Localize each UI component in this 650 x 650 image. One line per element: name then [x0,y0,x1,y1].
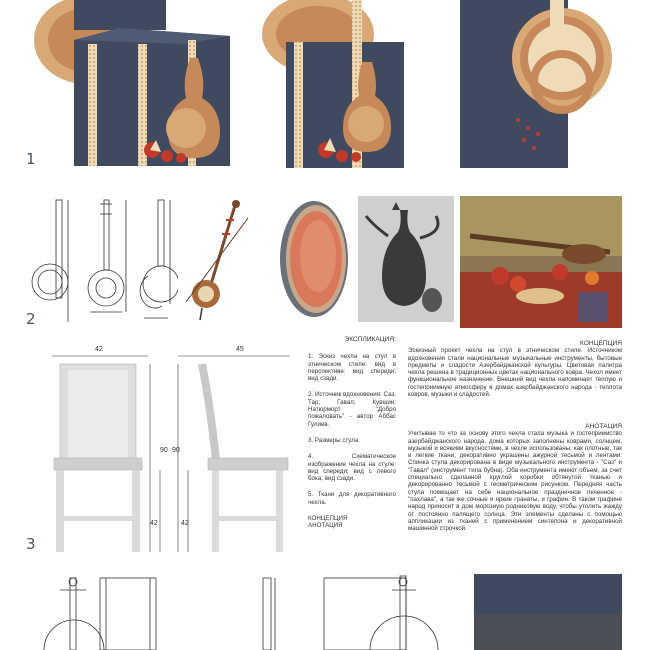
explication-footer-annotation: АНОТАЦИЯ [308,522,343,530]
dim-width-side: 45 [236,346,244,353]
annotation-block [408,423,622,532]
explication-item: 4. Схематическое изображение чехла на стуле: вид спереди; вид с левого бока; вид сзади. [308,453,396,483]
explication-item: 5. Ткани для декоративного чехла. [308,491,396,506]
fabric-swatch-dark [474,614,622,650]
explication-item: 1. Эскиз чехла на стул в этническом стиле: вид в перспективе: вид спереди; вид сзади. [308,353,396,383]
instrument-technical-drawings [28,194,178,329]
fabric-swatches [474,574,622,650]
explication-footer-concept: КОНЦЕПЦИЯ [308,515,348,523]
dim-width-front: 42 [95,346,103,353]
concept-title: КОНЦЕПЦИЯ [579,340,622,347]
explication-item: 2. Источник вдохновения: Саз; Тар; Гавал; Кувшин; Натюрморт "Добро пожаловать" - автор Аббас Гулиев. [308,391,396,428]
explication-title: ЭКСПЛИКАЦИЯ: [344,336,396,343]
sketch-back [458,0,622,168]
daf-drum-photo [272,196,356,322]
schematic-cover-front [40,572,160,650]
explication-item: 3. Размеры стула. [308,436,361,444]
chair-side-view [172,348,300,558]
section-number-2: 2 [26,310,36,328]
schematic-cover-back [320,572,440,650]
still-life-painting [460,196,622,328]
jug-photo [358,196,454,322]
sketch-perspective [28,0,238,168]
annotation-title: АНОТАЦИЯ [585,423,622,430]
concept-text: Эскизный проект чехла на стул в этническом стиле. Источником вдохновения стали национальные музыкальные инструменты, бытовые предметы и сладости Азербайджанской культуры. Цветовая палитра чехла решена в традиционных цветах национального ковра. Чехол имеет функциональное назначение. Внешний вид чехла напоминает теплую и гостеприимную атмосферу в домах азербайджанского народа - теплота ковров, музыки и сладостей. [408,347,622,399]
section-number-1: 1 [26,150,36,168]
sketch-front [258,0,406,168]
dim-seat-a: 42 [150,520,158,527]
dim-seat-b: 42 [181,520,189,527]
explication-block [308,336,396,530]
dim-height-b: 90 [172,447,180,454]
section-number-3: 3 [26,535,36,553]
dim-height-a: 90 [160,447,168,454]
concept-block [408,340,622,398]
fabric-swatch-navy [474,574,622,614]
kamancha-instrument [178,198,254,322]
annotation-text: Учитывая то что за основу этого чехла стала музыка и гостеприимство азербайджанского народа, дома которых заполнены коврами, солнцем, музыкой и всякими вкусностями, в чехле использованы, как плотные, так и легкие ткани, декоративно украшены ажурной тесьмой и лентами. Спинка стула декорирована в виде музыкального инструмента - "Саз" и "Гавал" (инструмент типа бубна). Оба инструмента имеют объем, за счет специально сделанной круглой коробки обтянутой тканью и декорированно тесьмой с геометрическим рисунком. Передняя часть стула помещает на себе национальное праздничное печенное - "пахлава", а так же сочные и яркие гранаты, и графин. В таком графине народ приносит в дом морозную родниковую воду, чтобы утолить жажду от постоянно палящего солнца. Эти элементы сделаны с помощью аппликации из тканей с применением синтепона и декоративной машинной строчкой. [408,430,622,533]
schematic-cover-side [255,572,285,650]
